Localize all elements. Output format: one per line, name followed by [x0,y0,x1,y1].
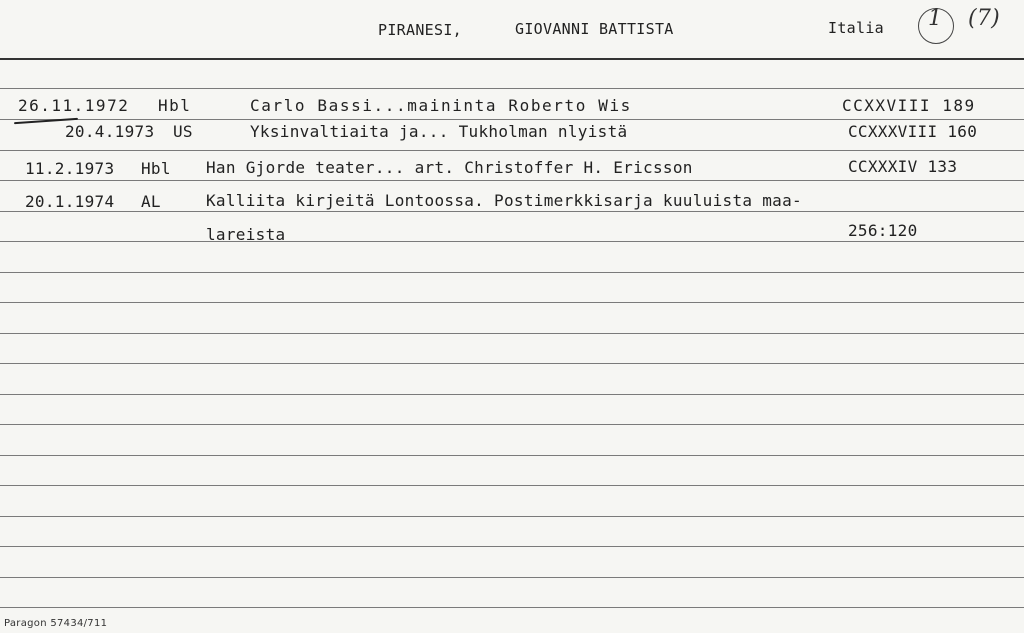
entry-ref: CCXXXVIII 160 [848,122,978,141]
country: Italia [828,19,884,37]
ruled-line [0,119,1024,120]
entry-ref: CCXXXIV 133 [848,157,958,176]
ruled-line [0,455,1024,456]
surname: PIRANESI, [378,21,462,39]
entry-date: 20.1.1974 [25,192,115,211]
ruled-line [0,485,1024,486]
entry-date: 11.2.1973 [25,159,115,178]
ruled-line [0,363,1024,364]
entry-source: AL [141,192,161,211]
entry-source: Hbl [141,159,171,178]
ruled-line [0,302,1024,303]
ruled-line [0,88,1024,89]
ruled-line [0,180,1024,181]
entry-date: 26.11.1972 [18,96,130,115]
circled-number: 1 [928,6,943,31]
ruled-line [0,272,1024,273]
entry-title: Han Gjorde teater... art. Christoffer H. Ericsson [206,158,693,177]
entry-title: Carlo Bassi...maininta Roberto Wis [250,96,632,115]
entry-title-continuation: lareista [206,225,286,244]
given-names: GIOVANNI BATTISTA [515,20,674,38]
ruled-line [0,394,1024,395]
entry-date: 20.4.1973 [65,122,155,141]
entry-source: Hbl [158,96,192,115]
parenthesized-number: (7) [968,6,1001,31]
entry-ref: 256:120 [848,221,918,240]
ruled-line [0,546,1024,547]
entry-source: US [173,122,193,141]
ruled-line [0,516,1024,517]
entry-title: Yksinvaltiaita ja... Tukholman nlyistä [250,122,628,141]
ruled-line [0,150,1024,151]
ruled-line [0,241,1024,242]
ruled-line [0,607,1024,608]
ruled-line [0,424,1024,425]
ruled-line [0,577,1024,578]
ruled-line [0,333,1024,334]
printer-mark: Paragon 57434/711 [4,618,108,629]
entry-title: Kalliita kirjeitä Lontoossa. Postimerkkisarja kuuluista maa- [206,191,802,210]
entry-ref: CCXXVIII 189 [842,96,976,115]
ruled-line [0,211,1024,212]
header-rule [0,58,1024,60]
